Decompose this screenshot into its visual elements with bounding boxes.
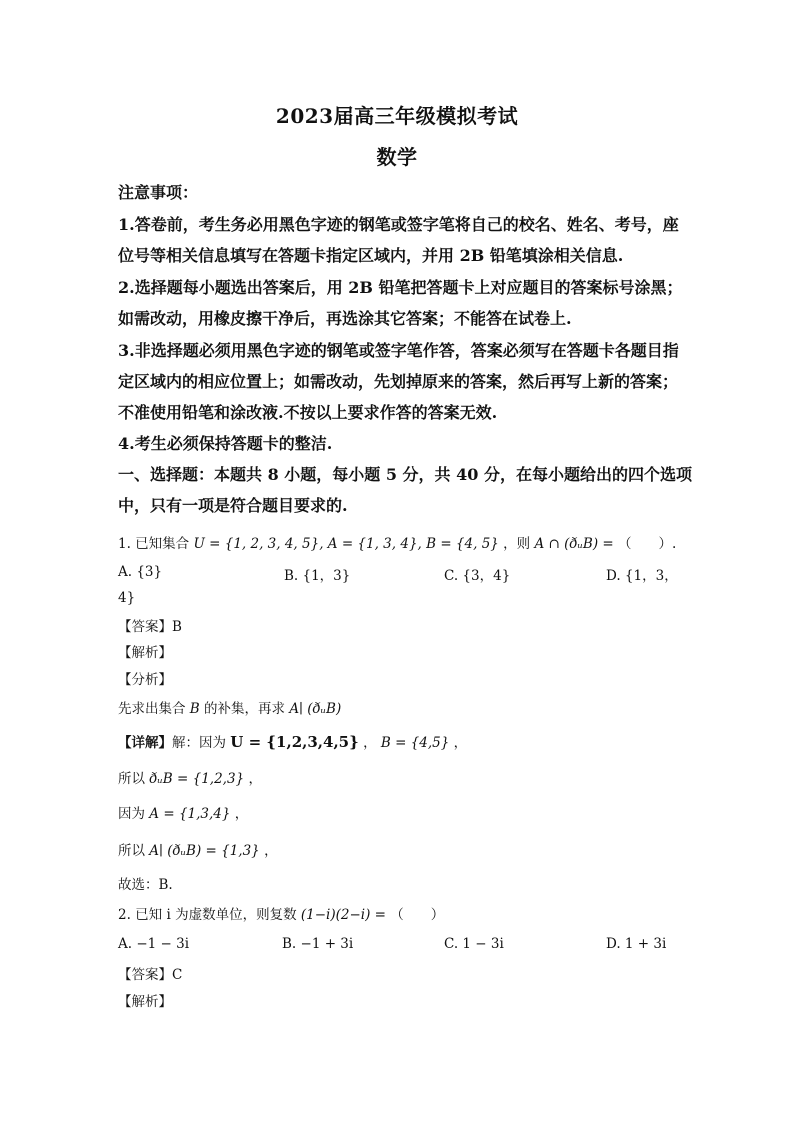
q1-step1-pre: 所以 (118, 771, 145, 787)
q1-option-c: C. {3，4} (444, 568, 511, 584)
q2-option-d: D. 1 + 3i (606, 936, 667, 952)
q1-fenxi-expr-formula: A∣ (ðᵤB) (289, 701, 342, 717)
q1-expr-formula: A ∩ (ðᵤB) = (534, 536, 614, 552)
q1-step-2 (118, 802, 248, 822)
section-heading-line: 中，只有一项是符合题目要求的. (118, 496, 348, 515)
section-heading-line: 一、选择题：本题共 8 小题，每小题 5 分，共 40 分，在每小题给出的四个选项 (118, 465, 692, 484)
q1-detail-text: 解：因为 (172, 735, 226, 751)
q1-detail (118, 731, 467, 751)
q2-answer: 【答案】C (118, 967, 183, 983)
q1-detail-b-formula: B = {4,5} (380, 735, 450, 751)
q2-option-c: C. 1 − 3i (444, 936, 504, 952)
q1-fenxi-text (118, 697, 341, 717)
q1-fenxi-text-part2: 的补集，再求 (204, 701, 286, 717)
q2-option-b: B. −1 + 3i (282, 936, 354, 952)
q1-fenxi-tag: 【分析】 (118, 672, 172, 688)
q2-analysis-tag: 【解析】 (118, 994, 172, 1010)
notice-line: 2.选择题每小题选出答案后，用 2B 铅笔把答题卡上对应题目的答案标号涂黑； (118, 278, 683, 297)
question-1-stem (118, 532, 676, 552)
notice-line: 位号等相关信息填写在答题卡指定区域内，并用 2B 铅笔填涂相关信息. (118, 246, 624, 265)
q1-detail-u-formula: U = {1,2,3,4,5} (230, 733, 359, 751)
notice-line: 不准使用铅笔和涂改液.不按以上要求作答的答案无效. (118, 403, 498, 422)
q1-detail-end: ， (453, 735, 468, 751)
question-2-stem (118, 903, 444, 923)
q1-fenxi-text-part1: 先求出集合 (118, 701, 186, 717)
q1-mid: ，则 (503, 536, 531, 552)
q1-analysis-tag: 【解析】 (118, 645, 172, 661)
q1-option-b: B. {1，3} (284, 568, 351, 584)
q1-step2-formula: A = {1,3,4} (149, 806, 231, 822)
q1-option-a: A. {3} (118, 564, 163, 580)
q1-step3-pre: 所以 (118, 843, 145, 859)
q2-suffix: （ ） (390, 907, 445, 923)
q1-detail-sep: ， (363, 735, 377, 751)
q1-step1-end: ， (248, 771, 262, 787)
notice-line: 4.考生必须保持答题卡的整洁. (118, 434, 333, 453)
notice-line: 如需改动，用橡皮擦干净后，再选涂其它答案；不能答在试卷上. (118, 309, 572, 328)
notice-line: 定区域内的相应位置上；如需改动，先划掉原来的答案，然后再写上新的答案； (118, 372, 679, 391)
exam-title: 2023届高三年级模拟考试 (275, 104, 519, 128)
q2-option-a: A. −1 − 3i (118, 936, 190, 952)
q1-step2-pre: 因为 (118, 806, 145, 822)
q1-step2-end: ， (234, 806, 249, 822)
q1-suffix: （ ）. (617, 536, 677, 552)
q1-option-d-continued: 4} (118, 590, 136, 606)
q1-prefix: 1. 已知集合 (118, 536, 190, 552)
q1-answer: 【答案】B (118, 619, 182, 635)
q2-expr-formula: (1−i)(2−i) = (300, 907, 386, 923)
q1-detail-tag: 【详解】 (118, 735, 172, 751)
q1-step-1 (118, 767, 262, 787)
notice-heading: 注意事项： (118, 183, 199, 202)
q1-sets-formula: U = {1, 2, 3, 4, 5}, A = {1, 3, 4}, B = {4, 5} (193, 536, 499, 552)
q1-step1-formula: ðᵤB = {1,2,3} (149, 771, 245, 787)
q1-option-d: D. {1，3， (606, 568, 678, 584)
subject-title: 数学 (376, 145, 418, 169)
notice-line: 1.答卷前，考生务必用黑色字迹的钢笔或签字笔将自己的校名、姓名、考号，座 (118, 215, 679, 234)
q2-prefix: 2. 已知 i 为虚数单位，则复数 (118, 907, 297, 923)
notice-line: 3.非选择题必须用黑色字迹的钢笔或签字笔作答，答案必须写在答题卡各题目指 (118, 341, 679, 360)
q1-step3-end: ， (264, 843, 278, 859)
q1-step3-formula: A∣ (ðᵤB) = {1,3} (149, 843, 260, 859)
q1-step-3 (118, 839, 278, 859)
q1-fenxi-b: B (189, 701, 200, 717)
q1-choose: 故选：B. (118, 877, 173, 893)
